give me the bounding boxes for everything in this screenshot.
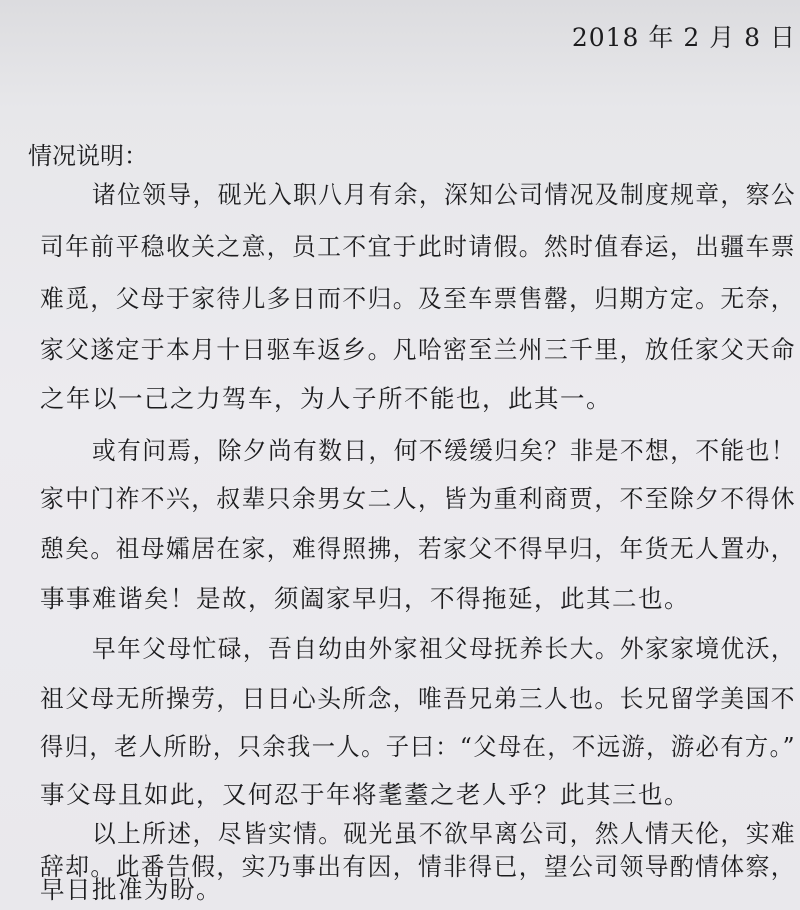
- body-line: 得归，老人所盼，只余我一人。子曰：“父母在，不远游，游必有方。”: [40, 732, 797, 761]
- body-line: 难觅，父母于家待儿多日而不归。及至车票售罄，归期方定。无奈，: [40, 284, 796, 313]
- letter-date: 2018 年 2 月 8 日: [571, 23, 796, 52]
- body-line: 事父母且如此，又何忍于年将耄耋之老人乎？此其三也。: [40, 780, 690, 809]
- body-line: 早年父母忙碌，吾自幼由外家祖父母抚养长大。外家家境优沃，: [92, 634, 796, 663]
- body-line: 辞却。此番告假，实乃事出有因，情非得已，望公司领导酌情体察，: [40, 852, 796, 881]
- body-line: 事事难谐矣！是故，须阖家早归，不得拖延，此其二也。: [40, 584, 690, 613]
- body-line: 或有问焉，除夕尚有数日，何不缓缓归矣？非是不想，不能也！: [92, 436, 796, 465]
- body-line: 诸位领导，砚光入职八月有余，深知公司情况及制度规章，察公: [92, 180, 796, 209]
- body-line: 之年以一己之力驾车，为人子所不能也，此其一。: [40, 384, 612, 413]
- letter-heading: 情况说明：: [28, 142, 148, 170]
- body-line: 以上所述，尽皆实情。砚光虽不欲早离公司，然人情天伦，实难: [92, 819, 796, 848]
- body-line: 家中门祚不兴，叔辈只余男女二人，皆为重利商贾，不至除夕不得休: [40, 484, 796, 513]
- body-line: 祖父母无所操劳，日日心头所念，唯吾兄弟三人也。长兄留学美国不: [40, 684, 796, 713]
- body-line: 憩矣。祖母孀居在家，难得照拂，若家父不得早归，年货无人置办，: [40, 534, 796, 563]
- body-line: 司年前平稳收关之意，员工不宜于此时请假。然时值春运，出疆车票: [40, 232, 796, 261]
- body-line: 家父遂定于本月十日驱车返乡。凡哈密至兰州三千里，放任家父天命: [40, 335, 796, 364]
- body-line: 早日批准为盼。: [40, 875, 222, 904]
